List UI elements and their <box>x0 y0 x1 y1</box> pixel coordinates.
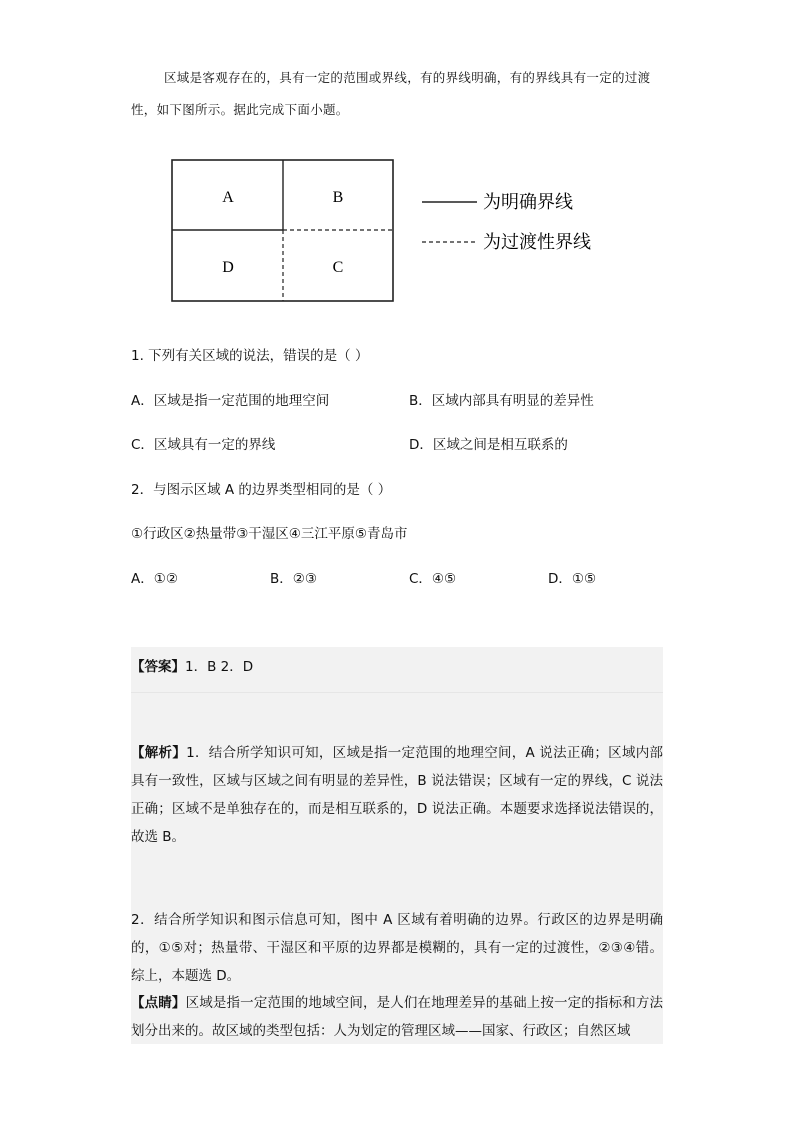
q1-option-d: D．区域之间是相互联系的 <box>409 437 568 453</box>
q2-option-b: B．②③ <box>270 571 317 587</box>
question-1-stem: 1. 下列有关区域的说法，错误的是（ ） <box>131 348 369 364</box>
legend-dashed-label: 为过渡性界线 <box>483 232 591 253</box>
q2-option-c: C．④⑤ <box>409 571 457 587</box>
q1-option-b: B．区域内部具有明显的差异性 <box>409 393 594 409</box>
analysis-paragraph-2: 2．结合所学知识和图示信息可知，图中 A 区域有着明确的边界。行政区的边界是明确的，①⑤对；热量带、干湿区和平原的边界都是模糊的，具有一定的过渡性，②③④错。综上，本题选 D。 <box>131 912 663 984</box>
tip-text: 区域是指一定范围的地域空间，是人们在地理差异的基础上按一定的指标和方法划分出来的。故区域的类型包括：人为划定的管理区域——国家、行政区；自然区域 <box>131 995 663 1039</box>
analysis-p1-text: 1．结合所学知识可知，区域是指一定范围的地理空间，A 说法正确；区域内部具有一致性，区域与区域之间有明显的差异性，B 说法错误；区域有一定的界线，C 说法正确；区域不是单独存在的，而是相互联系的，D 说法正确。本题要求选择说法错误的，故选 B。 <box>131 745 663 845</box>
analysis-paragraph-1 <box>131 739 663 851</box>
answer-divider <box>131 692 663 693</box>
question-2-items: ①行政区②热量带③干湿区④三江平原⑤青岛市 <box>131 526 408 542</box>
answer-label: 【答案】 <box>131 659 185 675</box>
q2-option-a: A．①② <box>131 571 178 587</box>
q2-option-d: D．①⑤ <box>548 571 597 587</box>
cell-label-d: D <box>222 259 234 276</box>
analysis-label: 【解析】 <box>131 745 187 761</box>
tip-label: 【点睛】 <box>131 995 186 1011</box>
tip-paragraph <box>131 989 663 1045</box>
question-2-stem: 2．与图示区域 A 的边界类型相同的是（ ） <box>131 482 392 498</box>
cell-label-b: B <box>332 189 344 206</box>
q1-option-a: A．区域是指一定范围的地理空间 <box>131 393 330 409</box>
answer-line <box>131 655 253 675</box>
cell-label-a: A <box>222 189 234 206</box>
region-boundary-figure <box>170 157 620 307</box>
answer-text: 1．B 2．D <box>185 659 254 675</box>
q1-option-c: C．区域具有一定的界线 <box>131 437 276 453</box>
cell-label-c: C <box>332 259 344 276</box>
legend-solid-label: 为明确界线 <box>483 192 573 213</box>
intro-text: 区域是客观存在的，具有一定的范围或界线，有的界线明确，有的界线具有一定的过渡性，如下图所示。据此完成下面小题。 <box>131 70 651 117</box>
